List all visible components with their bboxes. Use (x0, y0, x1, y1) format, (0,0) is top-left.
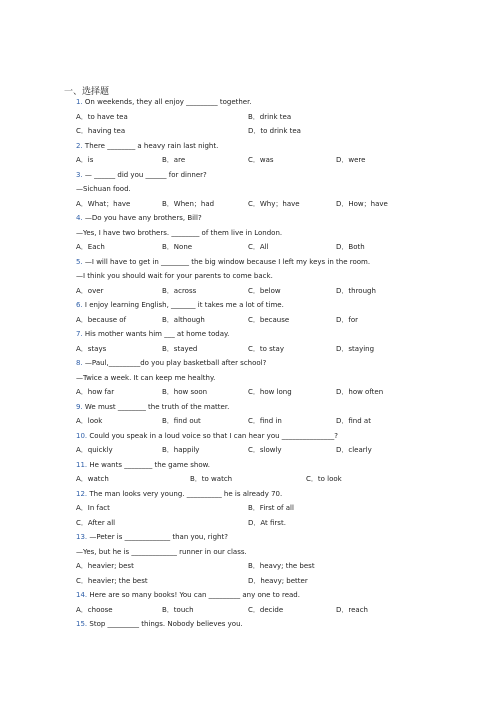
answer-option: A．look (76, 417, 103, 425)
answer-option: C．below (248, 286, 281, 295)
question-number: 10. (76, 431, 88, 440)
answer-option: B．happily (162, 446, 200, 454)
answer-option: A．In fact (76, 504, 110, 512)
answer-option: B．are (162, 156, 186, 164)
answer-option: C．to stay (248, 344, 284, 353)
question-text: —I will have to get in ________ the big window because I left my keys in the room. (84, 257, 371, 266)
answer-option: A．how far (76, 388, 115, 396)
dialogue-line: —I think you should wait for your parents to come back. (76, 272, 273, 280)
question-text: —Do you have any brothers, Bill? (84, 214, 202, 222)
answer-option: C．to look (306, 475, 342, 483)
question-stem (76, 432, 338, 441)
answer-option: D．were (336, 156, 366, 164)
question-stem (76, 620, 243, 629)
question-number: 5. (76, 257, 83, 266)
answer-option: B．When；had (162, 199, 215, 208)
answer-option: A．watch (76, 475, 109, 483)
answer-option: C．was (248, 156, 274, 164)
answer-option: D．find at (336, 417, 371, 425)
answer-option: A．quickly (76, 446, 113, 454)
question-text: — ______ did you ______ for dinner? (84, 170, 207, 179)
question-stem (76, 359, 266, 368)
question-text: —Paul,_________do you play basketball after school? (84, 359, 267, 367)
question-stem (76, 258, 370, 267)
question-number: 9. (76, 402, 83, 411)
dialogue-line: —Yes, I have two brothers. ________ of them live in London. (76, 228, 283, 237)
question-text: I enjoy learning English, _______ it takes me a lot of time. (84, 301, 284, 309)
question-number: 11. (76, 460, 88, 469)
answer-option: C．find in (248, 417, 282, 425)
question-text: Stop _________ things. Nobody believes you. (89, 620, 243, 628)
question-stem (76, 330, 229, 339)
question-text: He wants ________ the game show. (89, 460, 210, 469)
answer-option: B．find out (162, 417, 201, 425)
answer-option: D．through (336, 286, 376, 295)
answer-option: D．Both (336, 243, 365, 251)
question-number: 7. (76, 330, 83, 338)
answer-option: D．how often (336, 388, 384, 396)
answer-option: A．is (76, 156, 94, 164)
answer-option: C．All (248, 243, 269, 251)
question-stem (76, 98, 252, 107)
question-number: 2. (76, 141, 83, 150)
question-number: 8. (76, 359, 83, 367)
answer-option: D．How；have (336, 199, 388, 208)
dialogue-line: —Twice a week. It can keep me healthy. (76, 373, 216, 382)
answer-option: A．over (76, 286, 104, 295)
question-stem (76, 214, 202, 223)
answer-option: B．to watch (190, 475, 233, 483)
question-text: The man looks very young. __________ he is already 70. (89, 489, 283, 498)
question-text: There ________ a heavy rain last night. (84, 141, 219, 150)
answer-option: B．stayed (162, 344, 198, 353)
answer-option: A．choose (76, 605, 113, 614)
question-number: 15. (76, 620, 88, 628)
answer-option: B．although (162, 315, 205, 324)
answer-option: C．Why；have (248, 199, 300, 208)
question-stem (76, 301, 284, 310)
question-stem (76, 461, 210, 470)
answer-option: A．What；have (76, 199, 131, 208)
answer-option: B．how soon (162, 388, 208, 396)
answer-option: D．reach (336, 605, 368, 614)
answer-option: B．touch (162, 605, 194, 614)
question-text: His mother wants him ___ at home today. (84, 330, 230, 338)
answer-option: D．heavy; better (248, 576, 308, 585)
answer-option: A．stays (76, 344, 107, 353)
answer-option: D．clearly (336, 446, 372, 454)
question-number: 14. (76, 591, 88, 599)
answer-option: D．At first. (248, 518, 286, 527)
question-number: 6. (76, 301, 83, 309)
answer-option: A．to have tea (76, 112, 128, 121)
answer-option: C．having tea (76, 127, 126, 135)
answer-option: C．heavier; the best (76, 576, 148, 585)
question-stem (76, 403, 229, 412)
question-stem (76, 490, 282, 499)
question-stem (76, 171, 207, 180)
question-number: 12. (76, 489, 88, 498)
answer-option: C．slowly (248, 446, 282, 454)
answer-option: C．decide (248, 605, 284, 614)
answer-option: B．First of all (248, 504, 294, 512)
answer-option: C．After all (76, 518, 116, 527)
question-text: We must ________ the truth of the matter. (84, 402, 230, 411)
answer-option: A．because of (76, 315, 127, 324)
answer-option: B．drink tea (248, 112, 292, 121)
question-text: On weekends, they all enjoy _________ together. (84, 98, 252, 106)
question-text: Here are so many books! You can _________ any one to read. (89, 591, 300, 599)
answer-option: A．Each (76, 243, 105, 251)
question-number: 1. (76, 98, 83, 106)
section-title: 一、选择题 (64, 87, 110, 97)
answer-option: C．because (248, 315, 290, 324)
question-stem (76, 142, 218, 151)
question-number: 13. (76, 533, 88, 541)
answer-option: C．how long (248, 388, 292, 396)
answer-option: D．staying (336, 344, 375, 353)
answer-option: B．heavy; the best (248, 562, 315, 570)
question-stem (76, 533, 228, 542)
question-number: 4. (76, 214, 83, 222)
answer-option: D．to drink tea (248, 127, 301, 135)
question-text: Could you speak in a loud voice so that I can hear you _______________? (89, 431, 338, 440)
answer-option: A．heavier; best (76, 562, 134, 570)
question-text: —Peter is _____________ than you, right? (89, 533, 228, 541)
answer-option: D．for (336, 315, 359, 324)
question-number: 3. (76, 170, 83, 179)
question-stem (76, 591, 300, 600)
answer-option: B．None (162, 243, 193, 251)
answer-option: B．across (162, 286, 197, 295)
dialogue-line: —Yes, but he is _____________ runner in our class. (76, 547, 247, 556)
dialogue-line: —Sichuan food. (76, 185, 131, 193)
